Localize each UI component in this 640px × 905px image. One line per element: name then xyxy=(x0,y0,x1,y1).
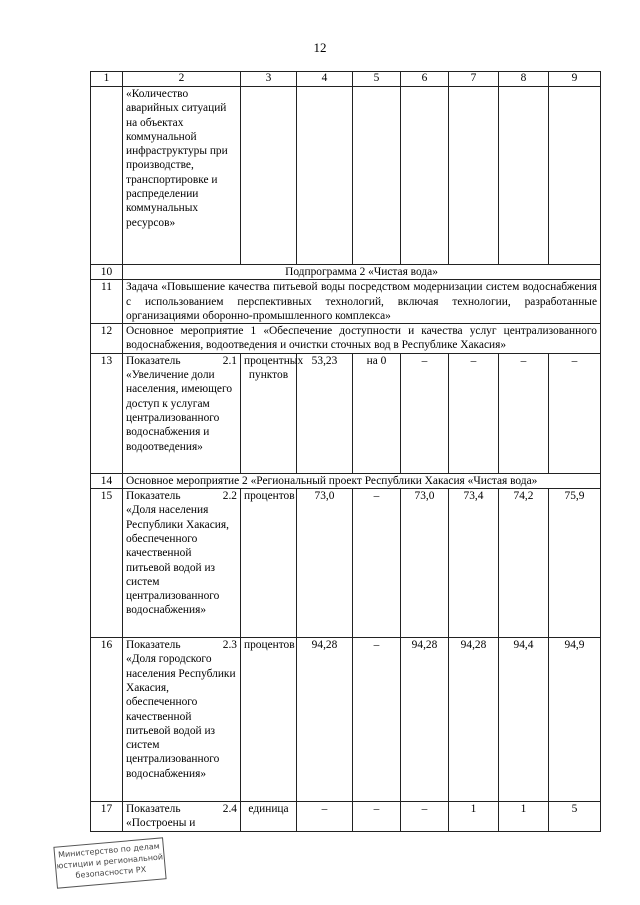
value-cell: 5 xyxy=(549,802,601,832)
value-cell: – xyxy=(499,353,549,473)
indicator-name-cell xyxy=(123,638,241,802)
value-cell: – xyxy=(549,353,601,473)
unit-cell: процентов xyxy=(241,489,297,638)
indicator-name-cell: «Количество аварийных ситуаций на объектах коммунальной инфраструктуры при производстве, транспортировке и распределении коммунальных ресурсов» xyxy=(123,87,241,265)
activity-text: Основное мероприятие 2 «Региональный проект Республики Хакасия «Чистая вода» xyxy=(123,473,601,488)
indicator-name-cell xyxy=(123,489,241,638)
indicator-name: «Доля городского населения Республики Хакасия, обеспеченного качественной питьевой водой из систем централизованного водоснабжения» xyxy=(126,653,236,780)
ministry-stamp: Министерство по делам юстиции и региональной безопасности РХ xyxy=(53,837,166,888)
header-row xyxy=(91,72,601,87)
header-cell: 3 xyxy=(241,72,297,87)
indicator-number: 2.3 xyxy=(222,639,237,652)
value-cell: 1 xyxy=(449,802,499,832)
value-cell: – xyxy=(401,353,449,473)
indicator-number: 2.2 xyxy=(222,490,237,503)
row-number: 15 xyxy=(91,489,123,638)
table-row-15 xyxy=(91,489,601,638)
indicator-name-cell xyxy=(123,353,241,473)
unit-cell: процентов xyxy=(241,638,297,802)
value-cell: 1 xyxy=(499,802,549,832)
header-cell: 1 xyxy=(91,72,123,87)
row-number: 13 xyxy=(91,353,123,473)
task-text: Задача «Повышение качества питьевой воды посредством модернизации систем водоснабжения с использованием перспективных технологий, включая технологии, разработанные организациями оборонно-промышленного комплекса» xyxy=(123,280,601,324)
indicator-number: 2.4 xyxy=(222,803,237,816)
unit-cell: единица xyxy=(241,802,297,832)
header-cell: 6 xyxy=(401,72,449,87)
indicator-name: «Доля населения Республики Хакасия, обеспеченного качественной питьевой водой из систем централизованного водоснабжения» xyxy=(126,504,229,617)
indicator-word: Показатель xyxy=(126,490,181,503)
header-cell: 8 xyxy=(499,72,549,87)
indicator-word: Показатель xyxy=(126,803,181,816)
table-row-11 xyxy=(91,280,601,324)
row-number: 11 xyxy=(91,280,123,324)
value-cell: 94,28 xyxy=(449,638,499,802)
row-number: 16 xyxy=(91,638,123,802)
indicator-number: 2.1 xyxy=(222,354,237,367)
header-cell: 2 xyxy=(123,72,241,87)
row-number: 17 xyxy=(91,802,123,832)
value-cell: – xyxy=(353,489,401,638)
header-cell: 7 xyxy=(449,72,499,87)
table-row-continued xyxy=(91,87,601,265)
value-cell: 53,23 xyxy=(297,353,353,473)
value-cell: – xyxy=(401,802,449,832)
indicators-table xyxy=(90,71,601,832)
header-cell: 4 xyxy=(297,72,353,87)
table-row-16 xyxy=(91,638,601,802)
value-cell: 75,9 xyxy=(549,489,601,638)
value-cell: 94,28 xyxy=(297,638,353,802)
value-cell: 73,0 xyxy=(401,489,449,638)
indicator-name: «Построены и xyxy=(126,817,196,830)
value-cell: – xyxy=(353,802,401,832)
row-number: 14 xyxy=(91,473,123,488)
value-cell: 94,9 xyxy=(549,638,601,802)
value-cell: 94,4 xyxy=(499,638,549,802)
table-row-13 xyxy=(91,353,601,473)
table-row-14 xyxy=(91,473,601,488)
page-number: 12 xyxy=(313,40,327,55)
table-row-17 xyxy=(91,802,601,832)
indicator-word: Показатель xyxy=(126,639,181,652)
row-number: 12 xyxy=(91,324,123,354)
header-cell: 5 xyxy=(353,72,401,87)
subprogram-title: Подпрограмма 2 «Чистая вода» xyxy=(123,265,601,280)
value-cell: – xyxy=(353,638,401,802)
unit-cell: процентных пунктов xyxy=(241,353,297,473)
value-cell: 74,2 xyxy=(499,489,549,638)
header-cell: 9 xyxy=(549,72,601,87)
value-cell: – xyxy=(449,353,499,473)
indicator-name-cell xyxy=(123,802,241,832)
value-cell: 94,28 xyxy=(401,638,449,802)
row-number: 10 xyxy=(91,265,123,280)
value-cell: на 0 xyxy=(353,353,401,473)
table-row-10 xyxy=(91,265,601,280)
value-cell: 73,4 xyxy=(449,489,499,638)
indicator-name: «Увеличение доли населения, имеющего доступ к услугам централизованного водоснабжения и водоотведения» xyxy=(126,369,233,453)
activity-text: Основное мероприятие 1 «Обеспечение доступности и качества услуг централизованного водоснабжения, водоотведения и очистки сточных вод в Республике Хакасия» xyxy=(123,324,601,354)
indicator-word: Показатель xyxy=(126,354,181,367)
table-row-12 xyxy=(91,324,601,354)
value-cell: 73,0 xyxy=(297,489,353,638)
value-cell: – xyxy=(297,802,353,832)
